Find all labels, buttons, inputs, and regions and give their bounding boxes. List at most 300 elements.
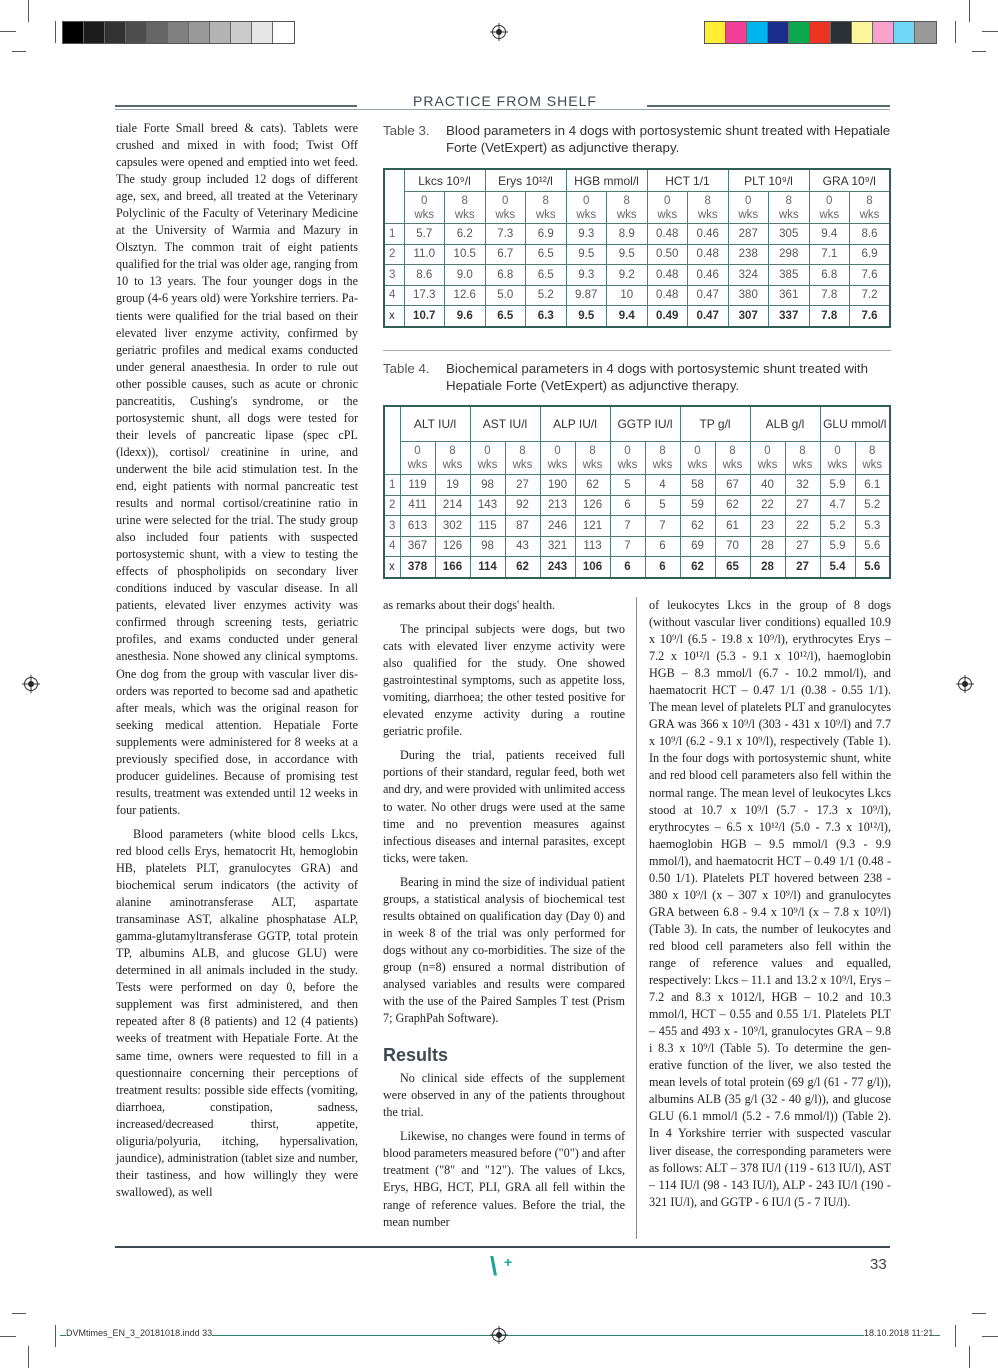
week-unit: wks (859, 208, 880, 221)
table-cell: 115 (470, 516, 505, 537)
week-number: 8 (866, 194, 873, 207)
page-number: 33 (870, 1256, 887, 1273)
table-cell: 40 (750, 475, 785, 496)
week-number: 0 (583, 194, 590, 207)
week-unit: wks (454, 208, 475, 221)
table-cell: 8.6 (404, 265, 445, 286)
week-number: 0 (414, 445, 421, 457)
week-number: 0 (554, 445, 561, 457)
week-unit: wks (722, 459, 743, 471)
color-swatch (210, 22, 231, 43)
body-paragraph: Blood parameters (white blood cells Lkcs, red blood cells Erys, hematocrit Ht, hemoglobin HB, platelets PLT, granulocytes GRA) and biochemical serum indicators (the activity of alanine aminotransferase ALT, aspartate transaminase AST, alkaline phosphatase ALP, gamma-glutamyltransferase GGTP, total protein TP, albumins ALB, and glucose GLU) were determined in all animals included in the study. Tests were performed on day 0, before the supplement was first administered, and then repeated after 8 (8 patients) and 12 (4 patients) weeks of treatment with Hepatiale Forte. At the same time, owners were requested to fill in a questionnaire concerning their perceptions of treatment results: possible side effects (vomiting, diarrhoea, constipation, sadness, increased/decreased thirst, appetite, oliguria/polyuria, itching, hypersalivation, jaundice), administration (tablet size and number, their tastiness, and how willingly they were swallowed), as well (116, 826, 358, 1199)
color-swatch (768, 22, 789, 43)
week-number: 8 (589, 445, 596, 457)
week-number: 0 (421, 194, 428, 207)
week-subheader (566, 192, 607, 224)
row-index-header (384, 406, 400, 475)
color-swatch (168, 22, 189, 43)
table-cell: 12.6 (445, 285, 486, 306)
table-cell: 19 (435, 475, 470, 496)
table-cell: 214 (435, 495, 470, 516)
table-cell: 9.87 (566, 285, 607, 306)
column-group-header: PLT 10⁹/l (728, 169, 809, 192)
table-cell: 5 (645, 495, 680, 516)
crop-mark (0, 31, 16, 32)
table-cell: 62 (715, 495, 750, 516)
table-cell: 0.50 (647, 244, 688, 265)
table-cell: 4 (645, 475, 680, 496)
table-cell: 6.3 (526, 306, 567, 327)
table-cell: 6.7 (485, 244, 526, 265)
table-cell: 28 (750, 557, 785, 578)
week-unit: wks (535, 208, 556, 221)
body-paragraph: No clinical side effects of the supplement were observed in any of the patients throughout the trial. (383, 1071, 625, 1120)
table-cell: 6 (645, 557, 680, 578)
week-number: 8 (623, 194, 630, 207)
table3-blood-parameters (383, 168, 891, 328)
table-cell: 22 (785, 516, 820, 537)
header-rule-left (115, 105, 357, 107)
week-number: 0 (484, 445, 491, 457)
table-cell: 6.9 (850, 244, 891, 265)
table-cell: 0.46 (688, 224, 729, 245)
week-subheader (769, 192, 810, 224)
table-cell: 58 (680, 475, 715, 496)
week-unit: wks (442, 459, 463, 471)
body-paragraph: tiale Forte Small breed & cats). Tablets were crushed and mixed in with food; Twist Off capsules were opened and emptied into wet feed. The study group included 12 dogs of different age, sex, and breed, all treated at the Veterinary Polyclinic of the Faculty of Veterinary Medicine at the University of Warmia and Mazury in Olsztyn. The common trait of eight patients qualified for the trial was older age, ranging from 10 to 13 years. The four younger dogs in the group (4-6 years old) were Yorkshire terriers. Patients were qualified for the trial based on their elevated liver enzyme activity, confirmed by geriatric profiles and medical exams conducted under general anaesthesia. In order to rule out other possible causes, such as acute or chronic pancreatitis, Cushing's syndrome, or the portosystemic shunt, all dogs were tested for their levels of pancreatic lipase (spec cPL (ldexx)), cortisol/ creatinine in urine, and underwent the bile acid stimulation test. In the end, eight patients with normal pancreatic test results and normal cortisol/creatinine ratio in urine were selected for the trial. The study group also included four patients with suspected portosystemic shunt, with a view to testing the effects of phospholipids on secondary liver conditions induced by vascular disease. In all patients, elevated liver enzymes activity was confirmed through screening tests, geriatric profiles, and exams conducted under general anesthesia. None showed any clinical symptoms. One dog from the group with vascular liver disorders was reported to become sad and apathetic after meals, which was the original reason for seeking medical attention. Hepatiale Forte supplements were administered for 8 weeks at a previously specified dose, in accordance with producer guidelines. Because of promising test results, treatment was extended until 12 weeks in four patients. (116, 121, 358, 817)
table-cell: 5.7 (404, 224, 445, 245)
color-swatch (873, 22, 894, 43)
table-cell: 6.8 (485, 265, 526, 286)
table-cell: 0.47 (688, 306, 729, 327)
row-id: 3 (384, 265, 404, 286)
table-cell: 8.9 (607, 224, 648, 245)
week-unit: wks (687, 459, 708, 471)
table-cell: 119 (400, 475, 435, 496)
table-cell: 411 (400, 495, 435, 516)
table-cell: 6.5 (485, 306, 526, 327)
table-cell: 7.1 (809, 244, 850, 265)
color-swatch (789, 22, 810, 43)
mean-row (384, 306, 890, 327)
table-cell: 5 (610, 475, 645, 496)
table-cell: 62 (505, 557, 540, 578)
week-subheader (809, 192, 850, 224)
table-cell: 10 (607, 285, 648, 306)
table-cell: 10.5 (445, 244, 486, 265)
column-group-header: ALP IU/l (540, 406, 610, 442)
table-cell: 166 (435, 557, 470, 578)
table4-biochemical-parameters (383, 405, 891, 579)
slug-date: 18.10.2018 11:21 (864, 1328, 934, 1338)
gray-swatch-bar (62, 21, 295, 44)
table-cell: 213 (540, 495, 575, 516)
week-unit: wks (477, 459, 498, 471)
table-cell: 8.6 (850, 224, 891, 245)
table-cell: 324 (728, 265, 769, 286)
table-row (384, 244, 890, 265)
week-number: 8 (799, 445, 806, 457)
table-row (384, 536, 890, 557)
table-row (384, 285, 890, 306)
table-cell: 5.9 (820, 536, 855, 557)
color-swatch (126, 22, 147, 43)
table-row (384, 265, 890, 286)
body-paragraph: of leukocytes Lkcs in the group of 8 dogs (without vascular liver conditions) equalled 10.9 x 10⁹/l (6.5 - 19.8 x 10⁹/l), erythrocytes Erys – 7.2 x 10¹²/l (5.3 - 9.1 x 10¹²/l), haemoglobin HGB – 8.3 mmol/l (6.7 - 10.2 mmol/l), and haematocrit HCT – 0.47 1/1 (0.38 - 0.55 1/1). The mean level of platelets PLT and granulocytes GRA was 366 x 10⁹/l (303 - 431 x 10⁹/l) and 7.7 x 10⁹/l (6.2 - 9.1 x 10⁹/l), respectively (Table 1). In the four dogs with portosystemic shunt, white and red blood cell parameters also fell within the normal range. The mean level of leukocytes Lkcs stood at 10.7 x 10⁹/l (5.7 - 17.3 x 10⁹/l), erythrocytes – 6.5 x 10¹²/l (5.0 - 7.3 x 10¹²/l), haemoglobin HGB – 9.5 mmol/l (9.3 - 9.9 mmol/l), and haematocrit HCT – 0.49 1/1 (0.48 - 0.50 1/1). Platelets PLT hovered between 238 - 380 x 10⁹/l (x – 307 x 10⁹/l) and granulocytes GRA between 6.8 - 9.4 x 10⁹/l (x – 7.8 x 10⁹/l) (Table 3). In cats, the number of leukocytes and red blood cell parameters also fell within the range of reference values and equalled, respectively: Lkcs – 11.1 and 13.2 x 10⁹/l, Erys – 7.2 and 8.3 x 1012/l, HGB – 10.2 and 10.3 mmol/l, HCT – 0.55 and 0.55 1/1. Platelets PLT – 455 and 493 x - 10⁹/l, granulocytes GRA – 9.8 i 8.3 x 10⁹/l (Table 5). To determine the generative function of the liver, we also tested the mean levels of total protein (69 g/l (61 - 77 g/l)), albumins ALB (35 g/l (32 - 40 g/l)), and glucose GLU (6.1 mmol/l (5.2 - 7.6 mmol/l)) (Table 2). In 4 Yorkshire terrier with suspected vascular liver disease, the corresponding parameters were as follows: ALT – 378 IU/l (119 - 613 IU/l), AST – 114 IU/l (98 - 143 IU/l), ALP - 243 IU/l (190 - 321 IU/l), and GGTP - 6 IU/l (5 - 7 IU/l). (649, 598, 891, 1209)
table-cell: 9.0 (445, 265, 486, 286)
table-cell: 380 (728, 285, 769, 306)
table-row (384, 224, 890, 245)
footer-rule (115, 1246, 890, 1248)
table-cell: 5.2 (820, 516, 855, 537)
table-cell: 6.9 (526, 224, 567, 245)
week-number: 8 (519, 445, 526, 457)
vetexpert-logo-icon (490, 1251, 513, 1281)
row-id: 1 (384, 475, 400, 496)
table-cell: 126 (435, 536, 470, 557)
table-cell: 190 (540, 475, 575, 496)
table-cell: 7.6 (850, 265, 891, 286)
table-cell: 27 (785, 495, 820, 516)
crop-mark (955, 1325, 956, 1347)
week-unit: wks (512, 459, 533, 471)
week-number: 0 (764, 445, 771, 457)
table-cell: 9.2 (607, 265, 648, 286)
color-swatch (231, 22, 252, 43)
color-swatch (147, 22, 168, 43)
column-group-header: ALT IU/l (400, 406, 470, 442)
week-number: 0 (745, 194, 752, 207)
row-id: 1 (384, 224, 404, 245)
week-subheader (445, 192, 486, 224)
table-cell: 6 (645, 536, 680, 557)
color-swatch (105, 22, 126, 43)
column-group-header: TP g/l (680, 406, 750, 442)
table-cell: 59 (680, 495, 715, 516)
table-cell: 9.5 (607, 244, 648, 265)
table-cell: 302 (435, 516, 470, 537)
table-cell: 70 (715, 536, 750, 557)
table-cell: 4.7 (820, 495, 855, 516)
color-swatch (84, 22, 105, 43)
column-group-header: HGB mmol/l (566, 169, 647, 192)
body-paragraph: The principal subjects were dogs, but two cats with elevated liver enzyme activity were also qualified for the study. One showed gastrointestinal symptoms, such as appetite loss, vomiting, diarrhoea; the other tested positive for elevated enzyme activity during a routine geriatric profile. (383, 622, 625, 739)
table-cell: 113 (575, 536, 610, 557)
running-header (115, 93, 890, 115)
table-cell: 6 (610, 557, 645, 578)
week-subheader (855, 442, 890, 475)
week-number: 0 (624, 445, 631, 457)
week-unit: wks (827, 459, 848, 471)
mean-row (384, 557, 890, 578)
table-cell: 7.6 (850, 306, 891, 327)
table-separator (383, 350, 891, 351)
table-cell: 43 (505, 536, 540, 557)
table-row (384, 516, 890, 537)
week-unit: wks (576, 208, 597, 221)
table-cell: 287 (728, 224, 769, 245)
week-subheader (645, 442, 680, 475)
body-paragraph: as remarks about their dogs' health. (383, 598, 556, 612)
body-paragraph: During the trial, patients received full portions of their standard, regular feed, both wet and dry, and were provided with unlimited access to water. No other drugs were used at the same time and no prevention measures against infectious diseases and internal parasites, except ticks, were taken. (383, 748, 625, 865)
table-cell: 32 (785, 475, 820, 496)
crop-mark (955, 21, 956, 43)
crop-mark (982, 1336, 998, 1337)
table-cell: 65 (715, 557, 750, 578)
week-unit: wks (697, 208, 718, 221)
table-cell: 9.4 (607, 306, 648, 327)
table-cell: 27 (785, 536, 820, 557)
week-unit: wks (407, 459, 428, 471)
table-cell: 5.2 (855, 495, 890, 516)
logo-plus: + (504, 1254, 513, 1270)
right-text-column (649, 597, 891, 1211)
table-cell: 9.5 (566, 244, 607, 265)
color-swatch (831, 22, 852, 43)
crop-mark (28, 0, 29, 22)
week-number: 0 (502, 194, 509, 207)
table-cell: 143 (470, 495, 505, 516)
table-cell: 62 (680, 557, 715, 578)
row-id: 2 (384, 244, 404, 265)
table-cell: 238 (728, 244, 769, 265)
table-cell: 6.2 (445, 224, 486, 245)
crop-mark (55, 21, 56, 43)
crop-mark (55, 1325, 56, 1347)
row-id: 3 (384, 516, 400, 537)
crop-mark (0, 1336, 16, 1337)
table-cell: 243 (540, 557, 575, 578)
table-cell: 62 (575, 475, 610, 496)
column-group-header: Erys 10¹²/l (485, 169, 566, 192)
table-cell: 22 (750, 495, 785, 516)
table-cell: 246 (540, 516, 575, 537)
column-group-header: Lkcs 10⁹/l (404, 169, 485, 192)
table-cell: 0.48 (688, 244, 729, 265)
table-cell: 7.8 (809, 306, 850, 327)
crop-mark (12, 51, 26, 52)
week-unit: wks (495, 208, 516, 221)
week-subheader (750, 442, 785, 475)
table-cell: 27 (505, 475, 540, 496)
week-subheader (688, 192, 729, 224)
table-cell: 0.47 (688, 285, 729, 306)
table-cell: 121 (575, 516, 610, 537)
table-row (384, 495, 890, 516)
crop-mark (969, 1346, 970, 1368)
week-number: 8 (542, 194, 549, 207)
week-unit: wks (862, 459, 883, 471)
row-index-header (384, 169, 404, 224)
table-cell: 7.3 (485, 224, 526, 245)
column-divider (636, 597, 637, 1239)
table-cell: 5.6 (855, 557, 890, 578)
table-cell: 0.49 (647, 306, 688, 327)
row-id: 2 (384, 495, 400, 516)
table-cell: 9.5 (566, 306, 607, 327)
week-number: 0 (694, 445, 701, 457)
color-swatch (726, 22, 747, 43)
week-subheader (610, 442, 645, 475)
row-id: 4 (384, 285, 404, 306)
crop-mark (12, 1313, 26, 1314)
table-cell: 9.3 (566, 265, 607, 286)
body-paragraph: Likewise, no changes were found in terms of blood parameters measured before ("0") and after treatment ("8" and "12"). The values of Lkcs, Erys, HBG, HCT, PLI, GRA all fell within the range of reference values. Before the trial, the mean number (383, 1129, 625, 1229)
week-subheader (715, 442, 750, 475)
table-cell: 9.4 (809, 224, 850, 245)
table3-label: Table 3. (383, 123, 430, 138)
table-cell: 361 (769, 285, 810, 306)
body-paragraph: Bearing in mind the size of individual patient groups, a statistical analysis of biochemical test results obtained on qualification day (Day 0) and in week 8 of the trial was only performed for dogs without any co-morbidities. The size of the group (n=8) ensured a normal distribution of analysed variables and results were compared with the use of the Paired Samples T test (Prism 7; GraphPah Software). (383, 874, 625, 1026)
table-cell: 0.48 (647, 285, 688, 306)
week-subheader (404, 192, 445, 224)
table-cell: 613 (400, 516, 435, 537)
column-group-header: HCT 1/1 (647, 169, 728, 192)
table-cell: 6 (610, 495, 645, 516)
table-cell: 114 (470, 557, 505, 578)
table-cell: 87 (505, 516, 540, 537)
row-id: x (384, 306, 404, 327)
week-number: 0 (664, 194, 671, 207)
crop-mark (972, 51, 986, 52)
week-number: 8 (729, 445, 736, 457)
table-row (384, 475, 890, 496)
week-subheader (680, 442, 715, 475)
registration-mark-icon (492, 25, 506, 39)
table-cell: 11.0 (404, 244, 445, 265)
week-subheader (400, 442, 435, 475)
week-unit: wks (657, 208, 678, 221)
table-cell: 385 (769, 265, 810, 286)
color-swatch (810, 22, 831, 43)
table-cell: 5.6 (855, 536, 890, 557)
table-cell: 23 (750, 516, 785, 537)
color-swatch-bar (704, 21, 937, 44)
week-unit: wks (819, 208, 840, 221)
week-subheader (435, 442, 470, 475)
registration-mark-icon (958, 677, 972, 691)
column-group-header: AST IU/l (470, 406, 540, 442)
crop-mark (972, 1313, 986, 1314)
table-cell: 106 (575, 557, 610, 578)
week-unit: wks (652, 459, 673, 471)
table-cell: 0.46 (688, 265, 729, 286)
table-cell: 98 (470, 475, 505, 496)
week-subheader (470, 442, 505, 475)
table-cell: 6.5 (526, 244, 567, 265)
week-unit: wks (616, 208, 637, 221)
color-swatch (273, 22, 294, 43)
week-unit: wks (547, 459, 568, 471)
table-cell: 126 (575, 495, 610, 516)
table-cell: 7.2 (850, 285, 891, 306)
week-subheader (850, 192, 891, 224)
table-cell: 6.8 (809, 265, 850, 286)
color-swatch (252, 22, 273, 43)
table-cell: 307 (728, 306, 769, 327)
table-cell: 7 (610, 536, 645, 557)
table3-caption-text: Blood parameters in 4 dogs with portosystemic shunt treated with Hepatiale Forte (VetExpert) as adjunctive therapy. (446, 123, 891, 155)
week-number: 0 (826, 194, 833, 207)
table-cell: 27 (785, 557, 820, 578)
table-cell: 7 (610, 516, 645, 537)
table-cell: 5.9 (820, 475, 855, 496)
week-number: 8 (704, 194, 711, 207)
week-subheader (526, 192, 567, 224)
crop-mark (982, 31, 998, 32)
table-cell: 5.3 (855, 516, 890, 537)
crop-mark (28, 1346, 29, 1368)
table-cell: 298 (769, 244, 810, 265)
week-subheader (540, 442, 575, 475)
table4-label: Table 4. (383, 361, 430, 376)
week-unit: wks (778, 208, 799, 221)
table-cell: 67 (715, 475, 750, 496)
table-cell: 0.48 (647, 265, 688, 286)
table-cell: 6.5 (526, 265, 567, 286)
table-cell: 92 (505, 495, 540, 516)
table-cell: 5.2 (526, 285, 567, 306)
column-group-header: GGTP IU/l (610, 406, 680, 442)
middle-text-column (383, 597, 625, 1231)
table-cell: 10.7 (404, 306, 445, 327)
row-id: 4 (384, 536, 400, 557)
table-cell: 5.0 (485, 285, 526, 306)
color-swatch (747, 22, 768, 43)
table-cell: 5.4 (820, 557, 855, 578)
registration-mark-icon (492, 1328, 506, 1342)
table-cell: 6.1 (855, 475, 890, 496)
slug-filename: DVMtimes_EN_3_20181018.indd 33 (66, 1328, 213, 1338)
registration-mark-icon (24, 677, 38, 691)
table-cell: 17.3 (404, 285, 445, 306)
table-cell: 367 (400, 536, 435, 557)
color-swatch (894, 22, 915, 43)
week-number: 0 (834, 445, 841, 457)
table-cell: 7 (645, 516, 680, 537)
table-cell: 28 (750, 536, 785, 557)
week-unit: wks (414, 208, 435, 221)
week-number: 8 (659, 445, 666, 457)
crop-mark (969, 0, 970, 22)
table-cell: 378 (400, 557, 435, 578)
week-unit: wks (792, 459, 813, 471)
table-cell: 337 (769, 306, 810, 327)
column-group-header: GRA 10⁹/l (809, 169, 890, 192)
column-group-header: GLU mmol/l (820, 406, 890, 442)
week-subheader (647, 192, 688, 224)
week-number: 8 (785, 194, 792, 207)
table-cell: 305 (769, 224, 810, 245)
column-group-header: ALB g/l (750, 406, 820, 442)
table-cell: 62 (680, 516, 715, 537)
week-number: 8 (869, 445, 876, 457)
logo-glyph: \ (490, 1251, 498, 1281)
color-swatch (189, 22, 210, 43)
color-swatch (705, 22, 726, 43)
week-subheader (607, 192, 648, 224)
header-underline (115, 109, 890, 110)
week-subheader (820, 442, 855, 475)
table-cell: 0.48 (647, 224, 688, 245)
table-cell: 7.8 (809, 285, 850, 306)
left-text-column (116, 120, 358, 1201)
week-subheader (485, 192, 526, 224)
week-subheader (728, 192, 769, 224)
results-heading: Results (383, 1045, 449, 1066)
table-cell: 9.3 (566, 224, 607, 245)
color-swatch (63, 22, 84, 43)
